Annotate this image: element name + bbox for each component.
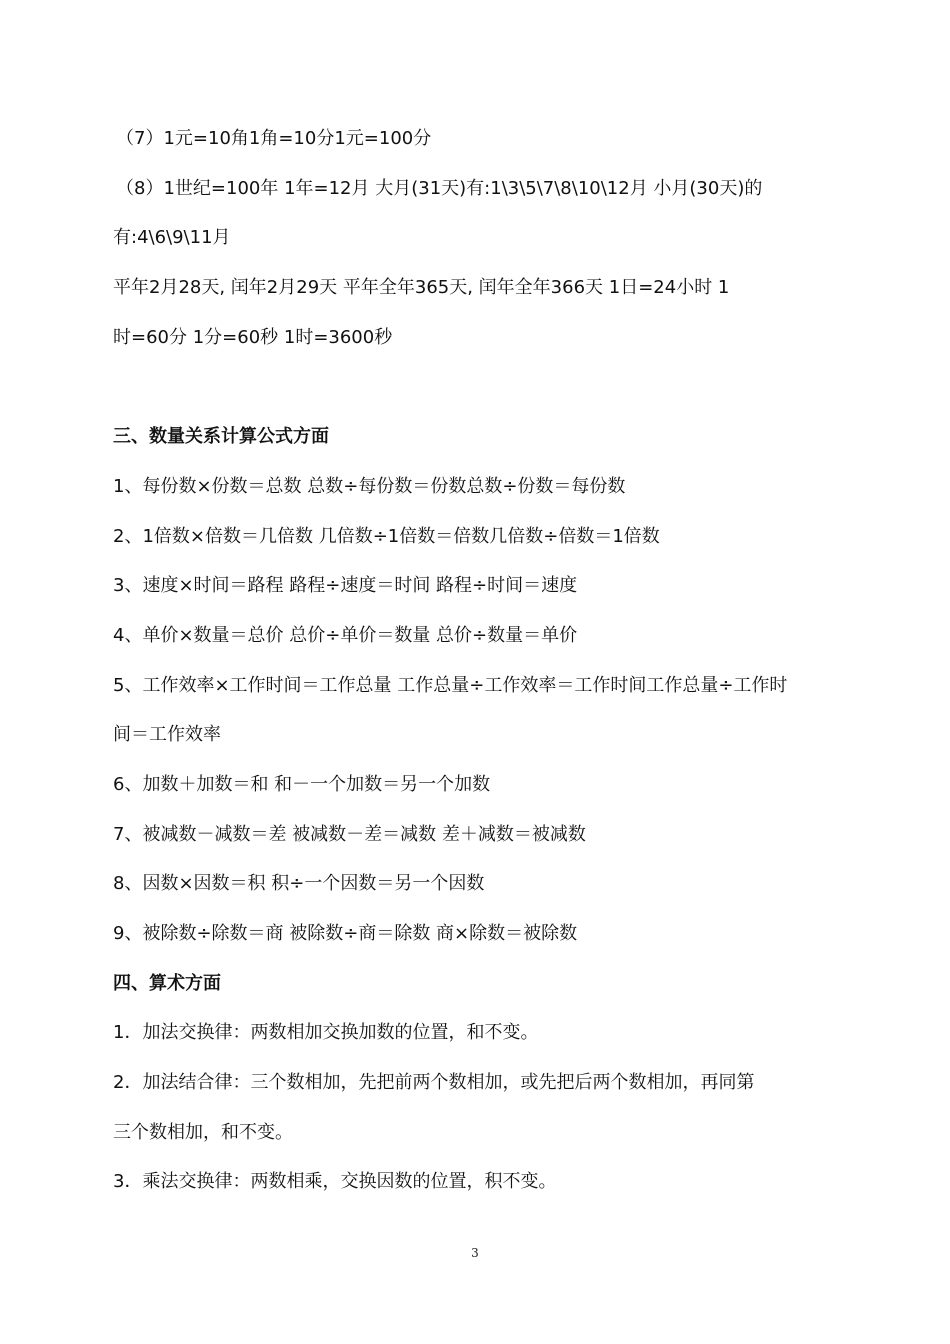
paragraph-spacer <box>113 362 843 412</box>
rule-line: 1．加法交换律：两数相加交换加数的位置，和不变。 <box>113 1022 539 1044</box>
formula-line: 8、因数×因数＝积 积÷一个因数＝另一个因数 <box>113 873 485 895</box>
text-line: 有:4\6\9\11月 <box>113 227 231 249</box>
text-line: 平年2月28天, 闰年2月29天 平年全年365天, 闰年全年366天 1日=24小时 1 <box>113 277 730 299</box>
formula-line: 4、单价×数量＝总价 总价÷单价＝数量 总价÷数量＝单价 <box>113 624 578 646</box>
formula-line: 间＝工作效率 <box>113 724 221 746</box>
section-heading: 四、算术方面 <box>113 972 221 994</box>
formula-line: 7、被减数－减数＝差 被减数－差＝减数 差＋减数＝被减数 <box>113 823 586 845</box>
formula-line: 6、加数＋加数＝和 和－一个加数＝另一个加数 <box>113 773 491 795</box>
formula-line: 9、被除数÷除数＝商 被除数÷商＝除数 商×除数＝被除数 <box>113 923 578 944</box>
formula-line: 2、1倍数×倍数＝几倍数 几倍数÷1倍数＝倍数几倍数÷倍数＝1倍数 <box>113 525 660 547</box>
page-number: 3 <box>471 1246 479 1260</box>
formula-line: 1、每份数×份数＝总数 总数÷每份数＝份数总数÷份数＝每份数 <box>113 475 626 497</box>
section-heading: 三、数量关系计算公式方面 <box>113 426 329 448</box>
text-line: （7）1元=10角1角=10分1元=100分 <box>116 128 432 149</box>
rule-line: 2．加法结合律：三个数相加，先把前两个数相加，或先把后两个数相加，再同第 <box>113 1072 755 1094</box>
text-line: 时=60分 1分=60秒 1时=3600秒 <box>113 326 393 348</box>
rule-line: 三个数相加，和不变。 <box>113 1121 293 1143</box>
formula-line: 5、工作效率×工作时间＝工作总量 工作总量÷工作效率＝工作时间工作总量÷工作时 <box>113 674 788 696</box>
formula-line: 3、速度×时间＝路程 路程÷速度＝时间 路程÷时间＝速度 <box>113 575 578 597</box>
document-body <box>113 114 843 1207</box>
text-line: （8）1世纪=100年 1年=12月 大月(31天)有:1\3\5\7\8\10\12月 小月(30天)的 <box>116 177 763 199</box>
rule-line: 3．乘法交换律：两数相乘，交换因数的位置，积不变。 <box>113 1171 557 1193</box>
